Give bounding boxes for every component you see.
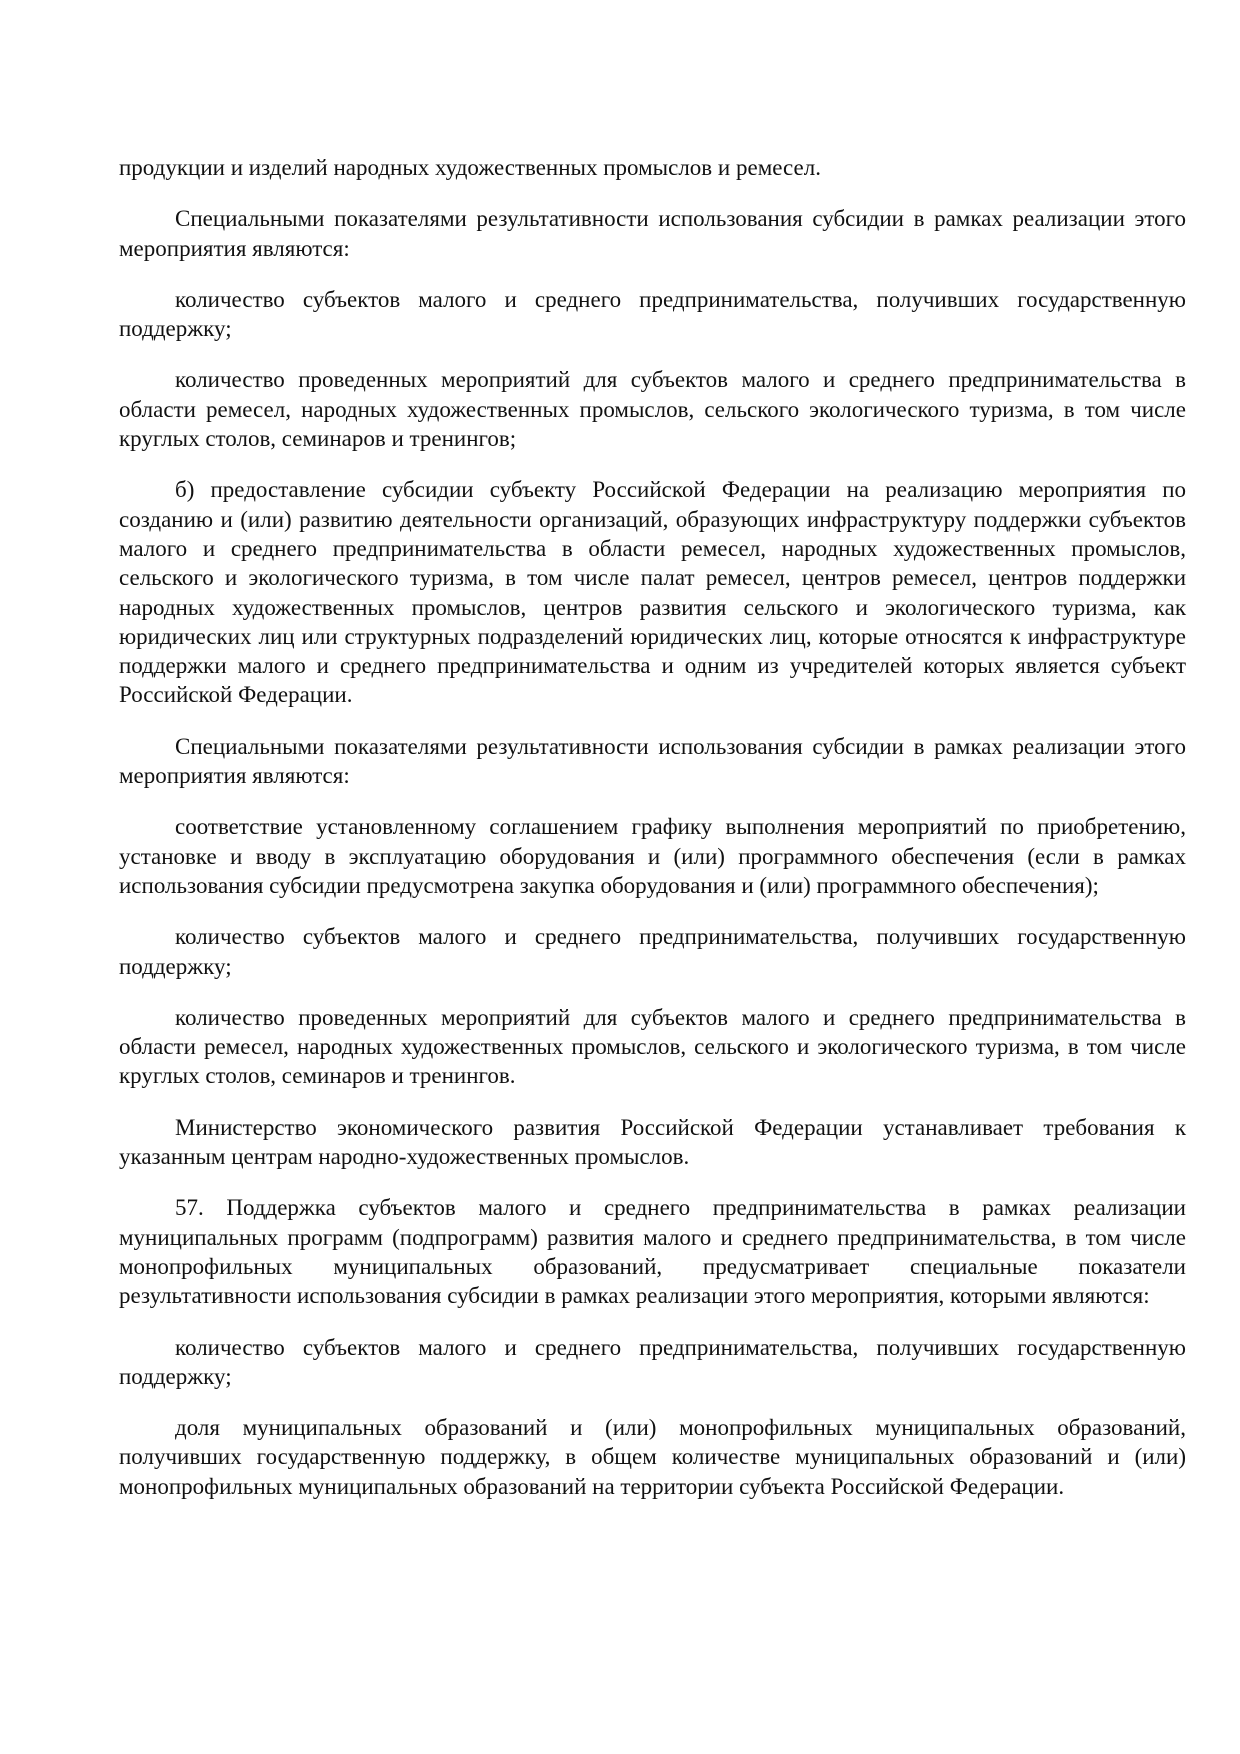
- paragraph-indicator: количество субъектов малого и среднего предпринимательства, получивших государственную поддержку;: [119, 924, 1186, 979]
- paragraph-indicator: соответствие установленному соглашением графику выполнения мероприятий по приобретению, установке и вводу в эксплуатацию оборудования и (или) программного обеспечения (если в рамках использования субсидии предусмотрена закупка оборудования и (или) программного обеспечения);: [119, 814, 1186, 898]
- paragraph-indicator: количество проведенных мероприятий для субъектов малого и среднего предпринимательства в области ремесел, народных художественных промыслов, сельского экологического туризма, в том числе круглых столов, семинаров и тренингов;: [119, 367, 1186, 452]
- paragraph-item-b: б) предоставление субсидии субъекту Российской Федерации на реализацию мероприятия по созданию и (или) развитию деятельности организаций, образующих инфраструктуру поддержки субъектов малого и среднего предпринимательства в области ремесел, народных художественных промыслов, сельского и экологического туризма, в том числе палат ремесел, центров ремесел, центров поддержки народных художественных промыслов, центров развития сельского и экологического туризма, как юридических лиц или структурных подразделений юридических лиц, которые относятся к инфраструктуре поддержки малого и среднего предпринимательства и одним из учредителей которых является субъект Российской Федерации.: [119, 477, 1186, 708]
- paragraph-continuation: продукции и изделий народных художественных промыслов и ремесел.: [119, 155, 821, 180]
- paragraph-indicator: количество субъектов малого и среднего предпринимательства, получивших государственную поддержку;: [119, 286, 1186, 342]
- paragraph-indicators-intro: Специальными показателями результативности использования субсидии в рамках реализации этого мероприятия являются:: [119, 206, 1186, 261]
- paragraph-indicator: количество субъектов малого и среднего предпринимательства, получивших государственную поддержку;: [119, 1334, 1186, 1389]
- document-page: [119, 153, 1186, 1523]
- paragraph-section-57: 57. Поддержка субъектов малого и среднего предпринимательства в рамках реализации муниципальных программ (подпрограмм) развития малого и среднего предпринимательства, в том числе монопрофильных муниципальных образований, предусматривает специальные показатели результативности использования субсидии в рамках реализации этого мероприятия, которыми являются:: [119, 1195, 1186, 1309]
- paragraph-indicator: количество проведенных мероприятий для субъектов малого и среднего предпринимательства в области ремесел, народных художественных промыслов, сельского и экологического туризма, в том числе круглых столов, семинаров и тренингов.: [119, 1004, 1186, 1089]
- paragraph-ministry-requirements: Министерство экономического развития Российской Федерации устанавливает требования к указанным центрам народно-художественных промыслов.: [119, 1114, 1186, 1170]
- paragraph-indicator: доля муниципальных образований и (или) монопрофильных муниципальных образований, получивших государственную поддержку, в общем количестве муниципальных образований и (или) монопрофильных муниципальных образований на территории субъекта Российской Федерации.: [119, 1415, 1186, 1499]
- paragraph-indicators-intro: Специальными показателями результативности использования субсидии в рамках реализации этого мероприятия являются:: [119, 733, 1186, 789]
